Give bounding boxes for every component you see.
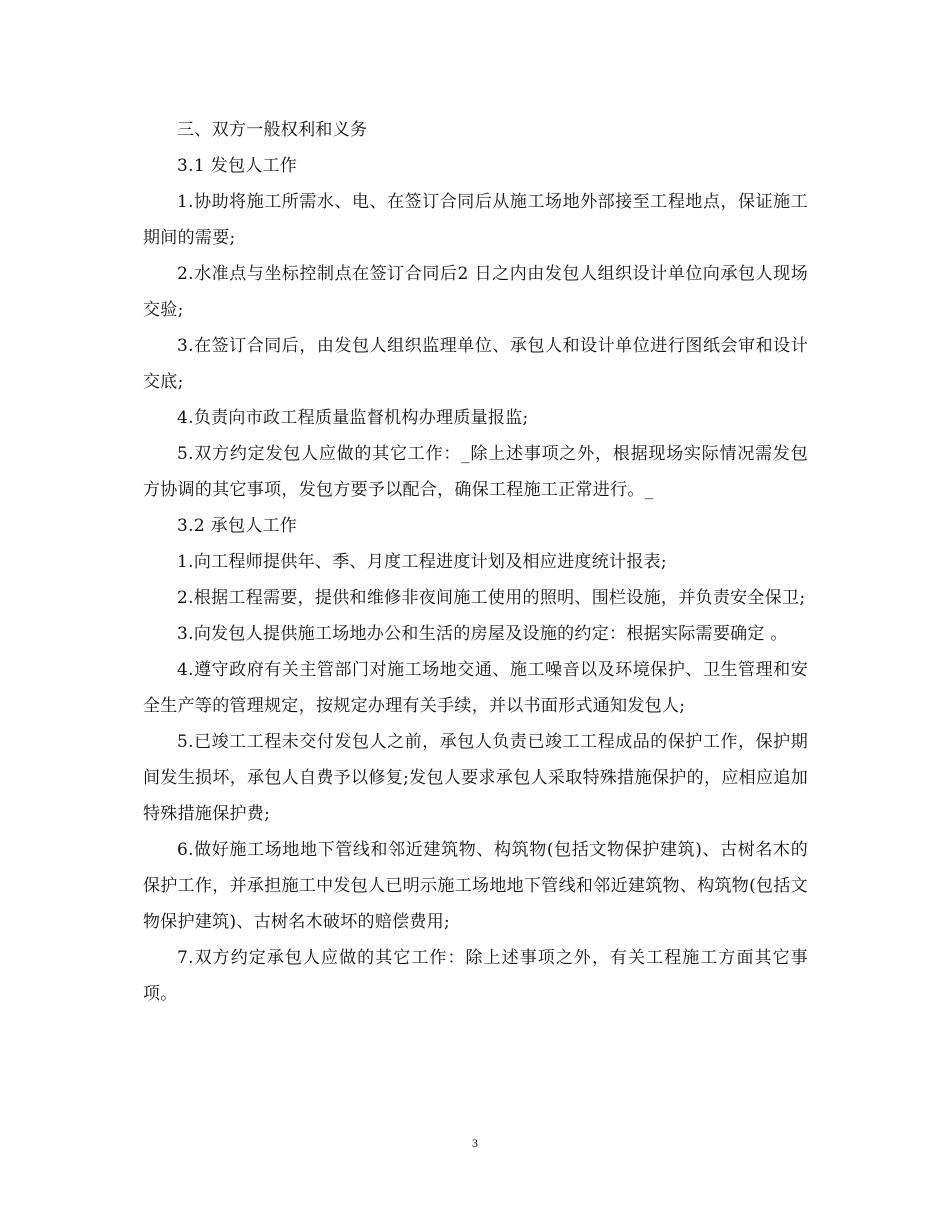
paragraph: 2.根据工程需要，提供和维修非夜间施工使用的照明、围栏设施，并负责安全保卫;	[177, 588, 806, 608]
subsection-heading: 3.1 发包人工作	[177, 156, 298, 176]
page-number: 3	[472, 1136, 478, 1150]
document-body	[143, 112, 808, 1012]
paragraph: 2.水准点与坐标控制点在签订合同后2 日之内由发包人组织设计单位向承包人现场交验;	[143, 264, 808, 320]
paragraph: 1.协助将施工所需水、电、在签订合同后从施工场地外部接至工程地点，保证施工期间的需要;	[143, 192, 808, 248]
paragraph: 5.双方约定发包人应做的其它工作：_除上述事项之外，根据现场实际情况需发包方协调的其它事项，发包方要予以配合，确保工程施工正常进行。_	[143, 444, 808, 500]
paragraph: 7.双方约定承包人应做的其它工作：除上述事项之外，有关工程施工方面其它事项。	[143, 948, 808, 1004]
section-heading: 三、双方一般权利和义务	[177, 120, 368, 140]
paragraph: 6.做好施工场地地下管线和邻近建筑物、构筑物(包括文物保护建筑)、古树名木的保护工作，并承担施工中发包人已明示施工场地地下管线和邻近建筑物、构筑物(包括文物保护建筑)、古树名木破坏的赔偿费用;	[143, 840, 808, 932]
paragraph: 4.负责向市政工程质量监督机构办理质量报监;	[177, 408, 529, 428]
subsection-heading: 3.2 承包人工作	[177, 516, 298, 536]
paragraph: 5.已竣工工程未交付发包人之前，承包人负责已竣工工程成品的保护工作，保护期间发生损坏，承包人自费予以修复;发包人要求承包人采取特殊措施保护的，应相应追加特殊措施保护费;	[143, 732, 808, 824]
paragraph: 4.遵守政府有关主管部门对施工场地交通、施工噪音以及环境保护、卫生管理和安全生产等的管理规定，按规定办理有关手续，并以书面形式通知发包人;	[143, 660, 808, 716]
paragraph: 3.在签订合同后，由发包人组织监理单位、承包人和设计单位进行图纸会审和设计交底;	[143, 336, 808, 392]
paragraph: 1.向工程师提供年、季、月度工程进度计划及相应进度统计报表;	[177, 552, 667, 572]
paragraph: 3.向发包人提供施工场地办公和生活的房屋及设施的约定：根据实际需要确定 。	[177, 624, 788, 644]
